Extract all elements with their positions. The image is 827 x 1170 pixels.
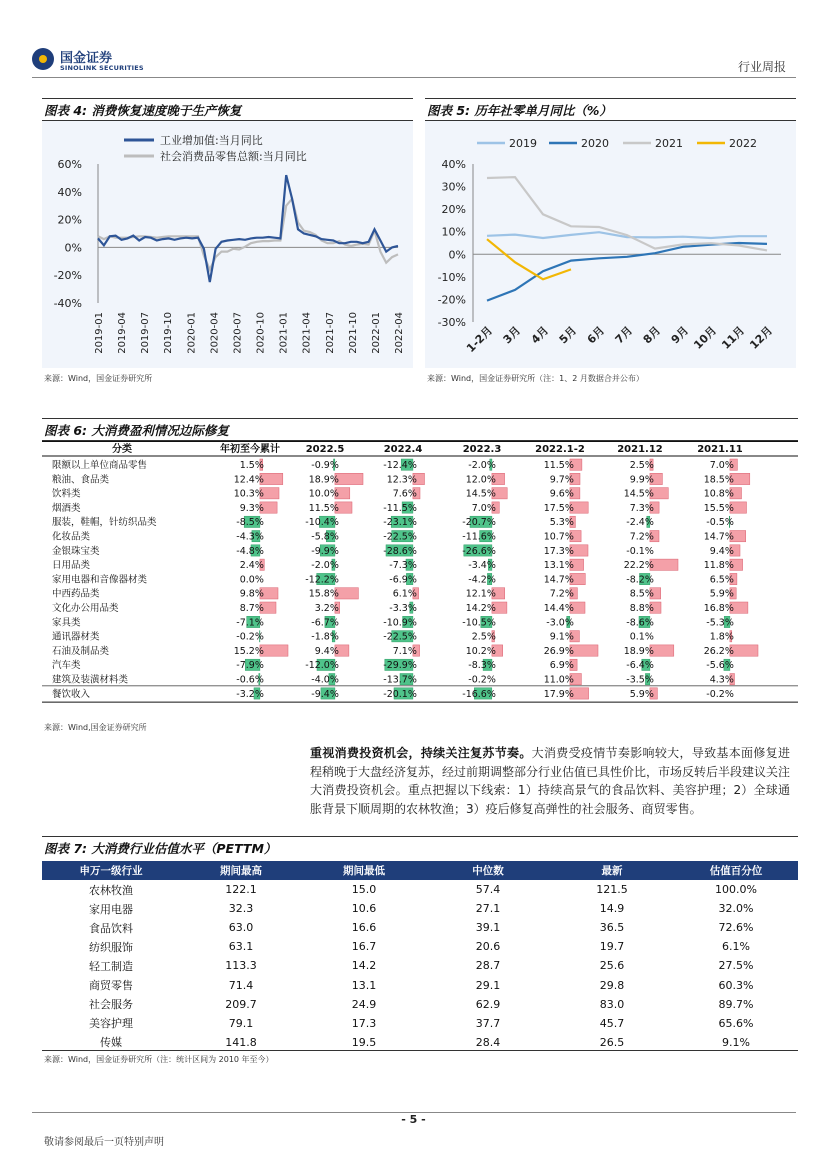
fig6-cell-value: 2.4% (239, 560, 264, 572)
fig6-cell-value: 22.2% (623, 560, 654, 572)
fig6-cell-value: 17.9% (543, 688, 574, 700)
fig5-series-line (487, 177, 767, 250)
fig6-cell-value: -2.4% (626, 517, 654, 529)
valuation-cell: 63.1 (228, 940, 254, 954)
valuation-cell: 83.0 (599, 997, 625, 1011)
fig6-cell-value: 5.9% (629, 688, 654, 700)
valuation-cell: 122.1 (225, 883, 257, 897)
valuation-cell: 29.1 (475, 978, 501, 992)
valuation-cell: 62.9 (475, 997, 501, 1011)
fig5-x-tick: 3月 (500, 323, 524, 347)
fig6-cell-value: 17.3% (543, 545, 574, 557)
valuation-cell: 113.3 (225, 959, 257, 973)
fig4-x-tick: 2019-04 (117, 312, 129, 354)
fig4-y-tick: -20% (53, 269, 82, 283)
fig6-cell-value: 7.2% (629, 531, 654, 543)
fig6-row-label: 建筑及装潢材料类 (52, 674, 129, 686)
fig6-cell-value: 8.8% (629, 603, 654, 614)
fig6-cell-value: -3.4% (468, 560, 496, 572)
fig6-cell-value: 14.5% (465, 488, 496, 500)
valuation-cell: 121.5 (596, 883, 628, 897)
fig6-cell-value: 14.7% (543, 574, 574, 586)
fig6-cell-value: 10.7% (543, 531, 574, 543)
fig6-cell-value: -11.6% (462, 531, 496, 543)
fig6-cell-value: 9.7% (549, 474, 574, 486)
fig6-cell-value: -8.2% (626, 574, 654, 586)
valuation-industry-name: 轻工制造 (89, 959, 133, 973)
valuation-cell: 17.3 (351, 1016, 377, 1030)
fig5-x-tick: 7月 (612, 323, 636, 347)
fig6-cell-value: -0.2% (468, 674, 496, 686)
valuation-cell: 15.0 (351, 883, 377, 897)
fig4-top-rule (42, 98, 413, 99)
valuation-cell: 14.2 (351, 959, 377, 973)
fig4-x-tick: 2021-10 (347, 312, 359, 354)
sinolink-logo-icon (32, 48, 54, 70)
fig6-cell-value: 7.3% (629, 502, 654, 514)
fig6-cell-value: 0.1% (629, 631, 654, 643)
fig5-chart-area (425, 121, 796, 368)
fig4-x-tick: 2021-07 (324, 312, 336, 354)
fig6-row-label: 粮油、食品类 (52, 474, 110, 486)
valuation-industry-name: 农林牧渔 (89, 883, 133, 897)
fig6-cell-value: -12.2% (305, 574, 339, 586)
fig6-col-header: 2022.3 (462, 444, 502, 455)
fig4-x-tick: 2020-04 (209, 312, 221, 354)
fig4-x-tick: 2020-01 (186, 312, 198, 354)
fig6-col-header: 2022.5 (305, 444, 345, 455)
valuation-cell: 37.7 (475, 1016, 501, 1030)
fig6-cell-value: -13.7% (383, 674, 417, 686)
fig6-cell-value: 8.5% (629, 588, 654, 600)
fig6-cell-value: -22.5% (383, 631, 417, 643)
fig6-cell-value: 1.8% (709, 631, 734, 643)
fig5-y-tick: -20% (437, 293, 466, 307)
fig6-cell-value: 15.2% (233, 645, 264, 657)
valuation-cell: 19.5 (351, 1035, 377, 1049)
fig5-x-tick: 11月 (719, 323, 748, 352)
fig5-title: 图表 5: 历年社零单月同比（%） (427, 103, 612, 118)
valuation-table-row (42, 880, 798, 899)
fig6-col-header: 2021.12 (617, 444, 663, 455)
valuation-cell: 65.6% (718, 1016, 754, 1030)
fig4-x-tick: 2021-04 (301, 312, 313, 354)
fig6-cell-value: -28.6% (383, 545, 417, 557)
fig6-cell-value: 6.9% (549, 660, 574, 672)
fig5-x-tick: 6月 (584, 323, 608, 347)
fig6-cell-value: -10.4% (305, 517, 339, 529)
valuation-table-row (42, 956, 798, 975)
fig4-chart (42, 121, 413, 368)
fig7-top-rule (42, 836, 798, 837)
fig5-legend-label: 2021 (655, 137, 683, 150)
valuation-cell: 71.4 (228, 978, 254, 992)
doc-type: 行业周报 (737, 60, 786, 74)
valuation-table-row (42, 1014, 798, 1033)
valuation-cell: 45.7 (599, 1016, 625, 1030)
fig6-cell-value: -22.5% (383, 531, 417, 543)
valuation-col-header: 期间最高 (180, 861, 302, 880)
fig5-source: 来源：Wind，国金证券研究所（注：1、2 月数据合并公布） (427, 374, 644, 383)
fig6-row-label: 石油及制品类 (52, 645, 110, 657)
fig6-cell-value: 9.1% (549, 631, 574, 643)
fig6-cell-value: 4.3% (709, 674, 734, 686)
fig5-y-tick: 10% (441, 225, 466, 239)
fig6-cell-value: 17.5% (543, 502, 574, 514)
valuation-cell: 79.1 (228, 1016, 254, 1030)
fig6-source: 来源：Wind,国金证券研究所 (44, 723, 147, 732)
valuation-industry-name: 食品饮料 (89, 921, 133, 935)
fig5-legend-label: 2022 (729, 137, 757, 150)
fig5-x-tick: 9月 (668, 323, 692, 347)
fig6-cell-value: -20.7% (462, 517, 496, 529)
fig4-x-tick: 2019-01 (94, 312, 105, 354)
valuation-cell: 57.4 (475, 883, 501, 897)
fig5-series-line (487, 239, 571, 279)
fig6-cell-value: -1.8% (311, 631, 339, 643)
valuation-cell: 63.0 (228, 921, 254, 935)
fig6-row-label: 饮料类 (52, 488, 81, 500)
fig5-top-rule (425, 98, 796, 99)
fig6-cell-value: 15.5% (703, 502, 734, 514)
disclaimer: 敬请参阅最后一页特别声明 (44, 1137, 164, 1148)
fig6-cell-value: 12.4% (233, 474, 264, 486)
valuation-cell: 141.8 (225, 1035, 257, 1049)
valuation-table-header (42, 861, 798, 880)
valuation-cell: 14.9 (599, 902, 625, 916)
fig6-cell-value: -0.2% (706, 688, 734, 700)
fig6-cell-value: -8.6% (626, 617, 654, 629)
valuation-table-row (42, 899, 798, 918)
fig6-cell-value: -0.2% (236, 631, 264, 643)
valuation-table-row (42, 975, 798, 994)
fig6-cell-value: -4.3% (236, 531, 264, 543)
fig4-y-tick: 0% (64, 241, 82, 255)
fig5-x-tick: 8月 (640, 323, 664, 347)
valuation-cell: 20.6 (475, 940, 501, 954)
fig6-bar (730, 645, 758, 656)
valuation-col-header: 中位数 (426, 861, 550, 880)
valuation-cell: 100.0% (715, 883, 757, 897)
valuation-table-row (42, 937, 798, 956)
fig4-x-tick: 2021-01 (278, 312, 290, 354)
fig6-cell-value: 10.3% (233, 488, 264, 500)
fig6-cell-value: 5.3% (549, 517, 574, 529)
fig6-cell-value: 14.2% (465, 603, 496, 614)
fig7-bottom-rule (42, 1050, 798, 1051)
fig6-row-label: 通讯器材类 (52, 631, 100, 643)
fig6-bar (650, 559, 678, 570)
fig6-cell-value: -20.1% (383, 688, 417, 700)
valuation-table-row (42, 995, 798, 1014)
fig7-title: 图表 7: 大消费行业估值水平（PETTM） (44, 841, 277, 856)
fig6-row-label: 餐饮收入 (52, 688, 91, 700)
valuation-col-header: 最新 (550, 861, 674, 880)
valuation-industry-name: 社会服务 (89, 998, 133, 1012)
fig6-cell-value: 7.1% (392, 645, 417, 657)
fig5-x-tick: 12月 (747, 323, 776, 352)
valuation-cell: 32.3 (228, 902, 254, 916)
valuation-industry-name: 家用电器 (89, 902, 133, 916)
valuation-industry-name: 美容护理 (89, 1017, 133, 1031)
fig6-cell-value: 10.8% (703, 488, 734, 500)
fig6-cell-value: 6.5% (709, 574, 734, 586)
fig6-cell-value: 9.4% (314, 645, 339, 657)
fig6-cell-value: -2.0% (468, 460, 496, 471)
valuation-cell: 16.7 (351, 940, 377, 954)
fig6-cell-value: 16.8% (703, 603, 734, 614)
fig6-cell-value: -5.8% (311, 531, 339, 543)
fig4-x-tick: 2022-01 (370, 312, 382, 354)
fig6-table-area (42, 441, 798, 717)
valuation-col-header: 申万一级行业 (42, 861, 180, 880)
fig6-bar (570, 645, 598, 656)
fig5-y-tick: 20% (441, 203, 466, 217)
fig6-cell-value: 3.2% (314, 603, 339, 614)
fig4-y-tick: 40% (57, 185, 82, 199)
fig6-row-label: 中西药品类 (52, 588, 100, 600)
valuation-industry-name: 传媒 (100, 1036, 122, 1050)
fig6-cell-value: 26.9% (543, 645, 574, 657)
fig4-series-line (98, 199, 398, 270)
page-header (32, 44, 796, 78)
fig6-cell-value: -3.3% (389, 603, 417, 614)
fig6-cell-value: -16.6% (462, 688, 496, 700)
fig4-y-tick: -40% (53, 297, 82, 310)
fig6-cell-value: -6.9% (389, 574, 417, 586)
fig4-series-line (98, 175, 398, 282)
valuation-cell: 25.6 (599, 959, 625, 973)
fig6-cell-value: 9.4% (709, 545, 734, 557)
fig4-chart-area (42, 121, 413, 368)
fig6-col-header: 2022.4 (383, 444, 423, 455)
fig5-legend-label: 2020 (581, 137, 609, 150)
fig6-cell-value: -11.5% (383, 502, 417, 514)
fig5-x-tick: 10月 (691, 323, 720, 352)
valuation-cell: 19.7 (599, 940, 625, 954)
valuation-cell: 27.1 (475, 902, 501, 916)
valuation-cell: 29.8 (599, 978, 625, 992)
fig4-y-tick: 60% (57, 158, 82, 171)
commentary-body: 大消费受疫情节奏影响较大，导致基本面修复进程稍晚于大盘经济复苏，经过前期调整部分行业估值已具性价比，市场反转后半段建议关注大消费投资机会。重点把握以下线索：1）持续高景气的食品饮料、美容护理；2）全球通胀背景下顺周期的农林牧渔；3）疫后修复高弹性的社会服务、商贸零售。 (310, 746, 791, 816)
fig6-cell-value: 10.2% (465, 645, 496, 657)
fig5-y-tick: -30% (437, 316, 466, 329)
fig6-cell-value: -23.1% (383, 517, 417, 529)
fig4-legend-label: 工业增加值:当月同比 (160, 134, 263, 147)
fig6-top-rule (42, 418, 798, 419)
fig6-cell-value: -0.9% (311, 460, 339, 471)
fig6-cell-value: -3.5% (626, 674, 654, 686)
fig6-cell-value: -8.3% (468, 660, 496, 672)
fig4-x-tick: 2022-04 (394, 312, 405, 354)
valuation-cell: 28.4 (475, 1035, 501, 1049)
fig5-x-tick: 4月 (528, 323, 552, 347)
fig6-cell-value: -0.6% (236, 674, 264, 686)
valuation-cell: 32.0% (718, 902, 754, 916)
fig5-legend-label: 2019 (509, 137, 537, 150)
fig6-cell-value: -10.5% (462, 617, 496, 629)
fig6-cell-value: 9.3% (239, 502, 264, 514)
fig4-x-tick: 2019-07 (140, 312, 152, 354)
fig6-cell-value: 8.7% (239, 603, 264, 614)
fig6-cell-value: 14.5% (623, 488, 654, 500)
fig6-cell-value: 2.5% (629, 460, 654, 471)
fig6-cell-value: 18.9% (623, 645, 654, 657)
fig6-row-label: 烟酒类 (52, 502, 81, 514)
fig7-source: 来源：Wind，国金证券研究所（注：统计区间为 2010 年至今） (44, 1055, 274, 1064)
valuation-cell: 10.6 (351, 902, 377, 916)
valuation-cell: 13.1 (351, 978, 377, 992)
fig5-y-tick: 0% (448, 248, 466, 262)
fig6-cell-value: -4.0% (311, 674, 339, 686)
fig5-y-tick: -10% (437, 270, 466, 284)
fig6-row-label: 文化办公用品类 (52, 603, 119, 614)
fig6-col-header: 2022.1-2 (535, 444, 585, 455)
fig4-x-tick: 2019-10 (163, 312, 175, 354)
fig6-cell-value: 15.8% (308, 588, 339, 600)
fig6-col-header: 分类 (112, 444, 132, 455)
fig6-col-header: 2021.11 (697, 444, 743, 455)
fig6-row-label: 服装，鞋帽，针纺织品类 (52, 517, 157, 529)
fig4-legend-label: 社会消费品零售总额:当月同比 (160, 150, 307, 163)
fig6-cell-value: -3.0% (546, 617, 574, 629)
fig6-row-label: 日用品类 (52, 560, 91, 572)
fig4-y-tick: 20% (57, 213, 82, 227)
valuation-cell: 27.5% (718, 959, 754, 973)
fig6-cell-value: -12.4% (383, 460, 417, 471)
fig6-cell-value: 11.8% (703, 560, 734, 572)
valuation-col-header: 估值百分位 (674, 861, 798, 880)
fig6-cell-value: -7.9% (236, 660, 264, 672)
fig6-cell-value: 18.9% (308, 474, 339, 486)
valuation-cell: 209.7 (225, 997, 257, 1011)
fig6-row-label: 化妆品类 (52, 531, 91, 543)
commentary-lead: 重视消费投资机会，持续关注复苏节奏。 (310, 746, 532, 760)
fig6-cell-value: -5.6% (706, 660, 734, 672)
fig6-cell-value: 10.0% (308, 488, 339, 500)
fig6-cell-value: -7.3% (389, 560, 417, 572)
fig6-cell-value: -9.4% (311, 688, 339, 700)
fig6-cell-value: 5.9% (709, 588, 734, 600)
fig6-row-label: 汽车类 (52, 660, 81, 672)
fig5-y-tick: 30% (441, 180, 466, 194)
fig6-bar (260, 645, 288, 656)
fig6-table (42, 441, 798, 717)
logo-en-text: SINOLINK SECURITIES (60, 64, 144, 72)
fig6-col-header: 年初至今累计 (220, 444, 280, 455)
fig6-cell-value: -0.1% (626, 545, 654, 557)
fig6-cell-value: -2.0% (311, 560, 339, 572)
fig6-cell-value: -26.6% (462, 545, 496, 557)
fig6-cell-value: 12.1% (465, 588, 496, 600)
valuation-cell: 28.7 (475, 959, 501, 973)
fig6-cell-value: 11.5% (308, 502, 339, 514)
fig6-row-label: 家具类 (52, 617, 81, 629)
fig6-cell-value: -29.9% (383, 660, 417, 672)
valuation-cell: 26.5 (599, 1035, 625, 1049)
fig6-cell-value: -4.2% (468, 574, 496, 586)
valuation-cell: 9.1% (722, 1035, 750, 1049)
fig6-cell-value: -6.7% (311, 617, 339, 629)
fig4-title: 图表 4: 消费恢复速度晚于生产恢复 (44, 103, 242, 118)
valuation-cell: 16.6 (351, 921, 377, 935)
fig6-cell-value: 7.0% (471, 502, 496, 514)
fig6-cell-value: 9.8% (239, 588, 264, 600)
fig6-cell-value: 9.9% (629, 474, 654, 486)
valuation-cell: 72.6% (718, 921, 754, 935)
fig6-cell-value: 18.5% (703, 474, 734, 486)
fig5-x-tick: 1-2月 (464, 323, 496, 355)
fig4-source: 来源：Wind，国金证券研究所 (44, 374, 153, 383)
fig5-y-tick: 40% (441, 158, 466, 171)
fig6-cell-value: 1.5% (239, 460, 264, 471)
valuation-table-row (42, 918, 798, 937)
fig6-cell-value: 7.6% (392, 488, 417, 500)
valuation-col-header: 期间最低 (302, 861, 426, 880)
valuation-industry-name: 商贸零售 (89, 979, 133, 993)
fig4-x-tick: 2020-07 (232, 312, 244, 354)
fig6-cell-value: 14.7% (703, 531, 734, 543)
fig6-cell-value: 7.0% (709, 460, 734, 471)
valuation-cell: 6.1% (722, 940, 750, 954)
fig6-cell-value: -9.9% (311, 545, 339, 557)
valuation-table-row (42, 1033, 798, 1052)
fig6-cell-value: -5.3% (706, 617, 734, 629)
fig6-cell-value: 12.3% (386, 474, 417, 486)
fig6-cell-value: 2.5% (471, 631, 496, 643)
fig6-cell-value: -4.8% (236, 545, 264, 557)
fig6-cell-value: 7.2% (549, 588, 574, 600)
fig6-row-label: 金银珠宝类 (52, 545, 100, 557)
fig6-row-label: 限额以上单位商品零售 (52, 460, 148, 471)
commentary-paragraph (310, 744, 790, 818)
fig6-row-label: 家用电器和音像器材类 (52, 574, 148, 586)
valuation-cell: 39.1 (475, 921, 501, 935)
valuation-table (42, 861, 798, 1052)
fig6-bar (335, 473, 363, 484)
fig6-cell-value: 14.4% (543, 603, 574, 614)
fig6-cell-value: 11.0% (543, 674, 574, 686)
fig6-cell-value: 6.1% (392, 588, 417, 600)
valuation-cell: 89.7% (718, 997, 754, 1011)
page-number: - 5 - (401, 1113, 426, 1126)
fig6-cell-value: -10.9% (383, 617, 417, 629)
fig6-cell-value: -0.5% (706, 517, 734, 529)
fig5-chart (425, 121, 796, 368)
fig5-x-tick: 5月 (556, 323, 580, 347)
valuation-cell: 36.5 (599, 921, 625, 935)
fig4-x-tick: 2020-10 (255, 312, 267, 354)
fig6-cell-value: -6.4% (626, 660, 654, 672)
fig6-cell-value: 12.0% (465, 474, 496, 486)
valuation-industry-name: 纺织服饰 (89, 940, 133, 954)
fig6-cell-value: -3.2% (236, 688, 264, 700)
fig6-cell-value: -7.1% (236, 617, 264, 629)
valuation-cell: 24.9 (351, 997, 377, 1011)
logo-cn-text: 国金证券 (60, 51, 113, 66)
fig6-cell-value: 26.2% (703, 645, 734, 657)
fig6-cell-value: -8.5% (236, 517, 264, 529)
fig6-cell-value: -12.0% (305, 660, 339, 672)
fig6-cell-value: 9.6% (549, 488, 574, 500)
fig6-cell-value: 11.5% (543, 460, 574, 471)
fig6-title: 图表 6: 大消费盈利情况边际修复 (44, 423, 229, 438)
fig6-cell-value: 13.1% (543, 560, 574, 572)
valuation-cell: 60.3% (718, 978, 754, 992)
fig6-cell-value: 0.0% (239, 574, 264, 586)
